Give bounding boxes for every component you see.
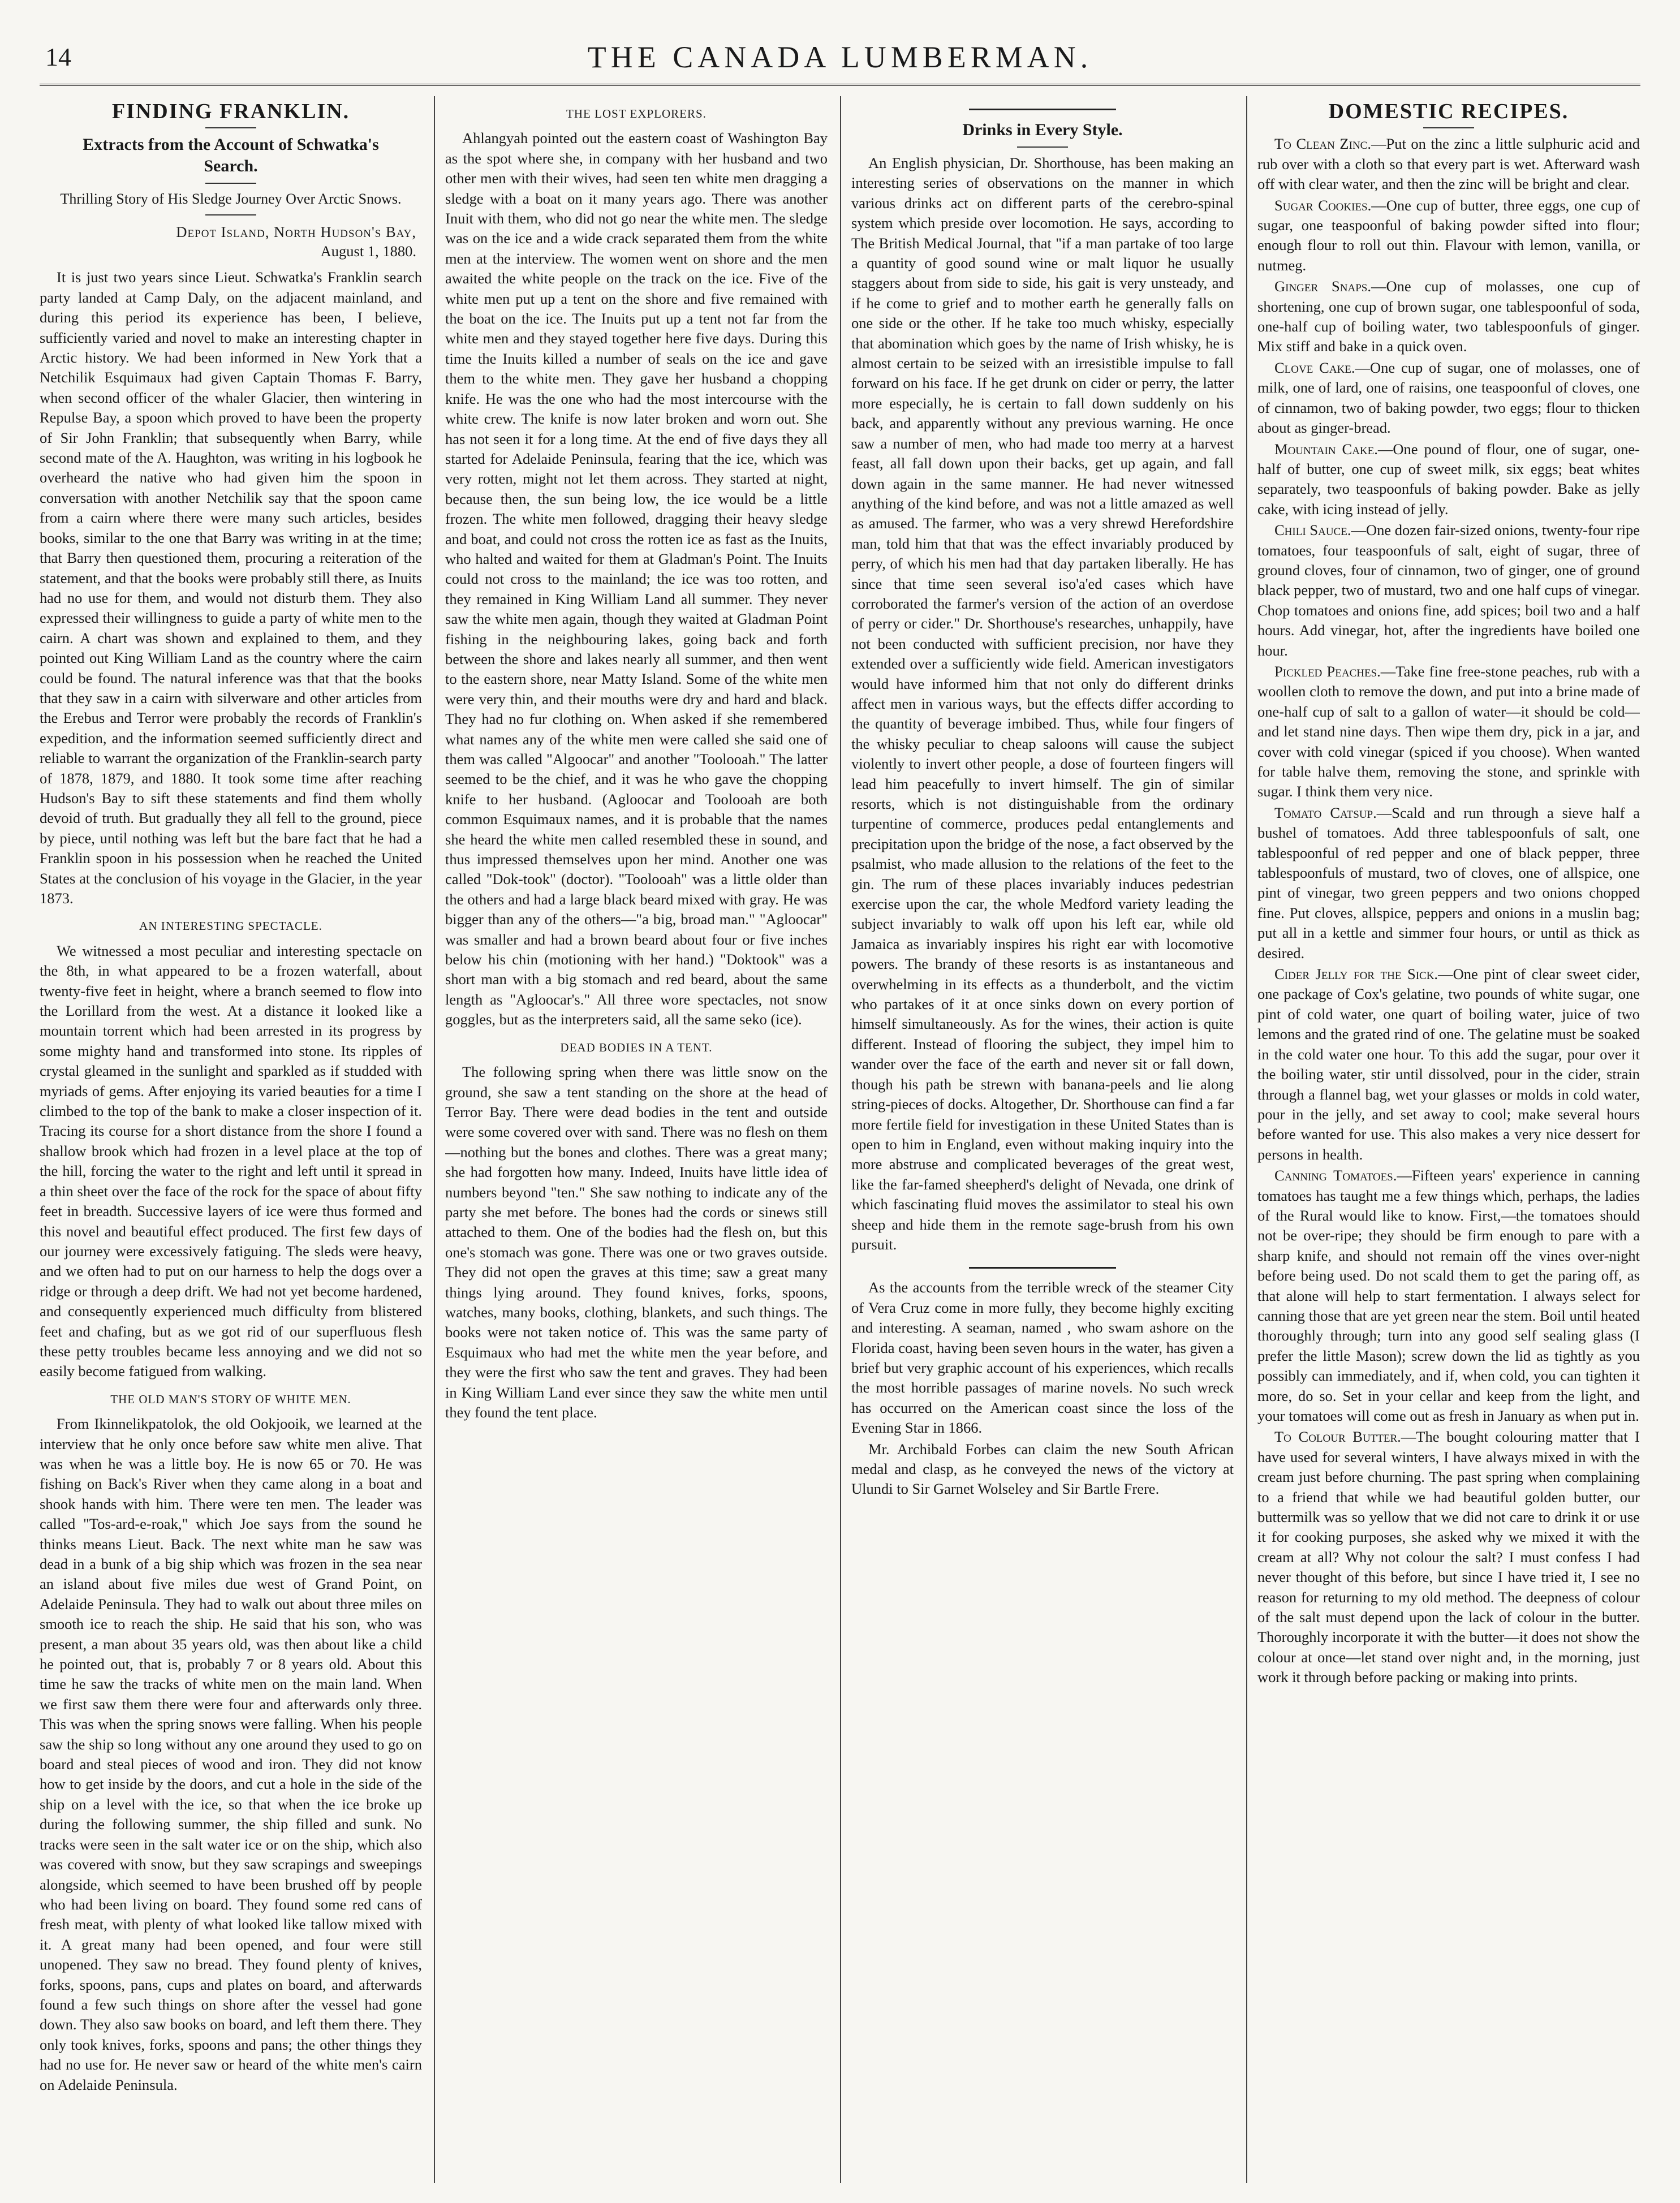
dateline-place: Depot Island, North Hudson's Bay, — [176, 223, 416, 241]
recipe-title: To Colour Butter. — [1274, 1428, 1401, 1446]
column-rule — [840, 96, 841, 2183]
recipe-item — [1257, 1166, 1640, 1426]
recipe-item — [1257, 134, 1640, 194]
recipe-item — [1257, 662, 1640, 802]
recipe-title: Mountain Cake. — [1274, 440, 1378, 458]
masthead-rule — [40, 84, 1640, 86]
masthead — [40, 40, 1640, 85]
article-paragraph: It is just two years since Lieut. Schwatka's Franklin search party landed at Camp Daly, on the adjacent mainland, and during this period its experience has been, I believe, sufficiently varied and novel to make an interesting chapter in Arctic history. We had been informed in New York that a Netchilik Esquimaux had given Captain Thomas F. Barry, when second officer of the whaler Glacier, then wintering in Repulse Bay, a spoon which proved to have been the property of Sir John Franklin; that subsequently when Barry, while second mate of the A. Haughton, was writing in his logbook he overheard the native who had given him the spoon in conversation with another Netchilik say that the spoon came from a cairn where there were many such articles, besides books, similar to the one that Barry was writing in at the time; that Barry then questioned them, procuring a reiteration of the statement, and that the books were probably still there, as Inuits had no use for them, and would not disturb them. They also expressed their willingness to guide a party of white men to the cairn. A chart was shown and explained to them, and they pointed out King William Land as the country where the cairn could be found. The natural inference was that that the books that they saw in a cairn with silverware and other articles from the Erebus and Terror were probably the records of Franklin's expedition, and the information seemed sufficiently direct and reliable to warrant the organization of the Franklin-search party of 1878, 1879, and 1880. It took some time after reaching Hudson's Bay to sift these statements and find them wholly devoid of truth. But gradually they all fell to the ground, piece by piece, until nothing was left but the bare fact that he had a Franklin spoon in his possession when he reached the United States at the conclusion of his voyage in the Glacier, in the year 1873. — [40, 269, 422, 907]
recipe-title: Canning Tomatoes. — [1274, 1167, 1397, 1184]
column-1 — [40, 96, 422, 2183]
column-3 — [851, 96, 1234, 2183]
newspaper-title: THE CANADA LUMBERMAN. — [587, 40, 1093, 74]
recipe-item — [1257, 520, 1640, 661]
recipe-text: —One pound of flour, one of sugar, one-half of butter, one cup of sweet milk, six eggs; beat whites separately, two teaspoonfuls of baking powder. Bake as jelly cake, with icing instead of jelly. — [1257, 440, 1640, 518]
article-paragraph: The following spring when there was little snow on the ground, she saw a tent standing on the shore at the head of Terror Bay. There were dead bodies in the tent and outside were some covered over with sand. There was no flesh on them—nothing but the bones and clothes. There was a great many; she had forgotten how many. Indeed, Inuits have little idea of numbers beyond "ten." She saw nothing to indicate any of the party she met before. The bones had the cords or sinews still attached to them. One of the bodies had the flesh on, but this one's stomach was gone. There was one or two graves outside. They did not open the graves at this time; saw a great many things lying around. They found knives, forks, spoons, watches, many books, clothing, blankets, and such things. The books were not taken notice of. This was the same party of Esquimaux who had met the white men the year before, and they were the first who saw the tent and graves. They had been in King William Land ever since they saw the white men until they found the tent place. — [445, 1063, 828, 1421]
section-heading: THE OLD MAN'S STORY OF WHITE MEN. — [110, 1392, 351, 1406]
article-paragraph: We witnessed a most peculiar and interesting spectacle on the 8th, in what appeared to be a frozen waterfall, about twenty-five feet in height, where a branch seemed to flow into the Lorillard from the west. At a distance it looked like a mountain torrent which had been arrested in its progress by some mighty hand and transformed into stone. Its ripples of crystal gleamed in the sunlight and sparkled as if studded with myriads of gems. After enjoying its varied beauties for a time I climbed to the top of the bank to make a closer inspection of it. Tracing its course for a short distance from the shore I found a shallow brook which had frozen in a level place at the top of the hill, forcing the water to the right and left until it spread in a thin sheet over the face of the rock for the space of about fifty feet in breadth. Successive layers of ice were thus formed and this novel and beautiful effect produced. The first few days of our journey were excessively fatiguing. The sleds were heavy, and we often had to put on our harness to help the dogs over a ridge or through a deep drift. We had not yet become hardened, and consequently experienced much difficulty from blistered feet and chafing, but as we got rid of our superfluous flesh these petty troubles became less annoying and we did not so easily become fatigued from walking. — [40, 942, 422, 1380]
divider — [1423, 127, 1474, 128]
section-heading: THE LOST EXPLORERS. — [566, 107, 707, 120]
recipe-item — [1257, 964, 1640, 1165]
dateline — [45, 222, 416, 261]
column-4 — [1257, 96, 1640, 2183]
article-deck: Extracts from the Account of Schwatka's Search. — [83, 135, 379, 176]
recipe-item — [1257, 277, 1640, 357]
recipe-text: —One dozen fair-sized onions, twenty-four ripe tomatoes, four teaspoonfuls of salt, eight of sugar, three of ground cloves, four of cinnamon, two of ginger, one of ground black pepper, two of mustard, two and one half cups of vinegar. Chop tomatoes and onions fine, add spices; boil two and a half hours. Add vinegar, hot, after the ingredients have boiled one hour. — [1257, 521, 1640, 659]
recipe-text: —Take fine free-stone peaches, rub with a woollen cloth to remove the down, and put into a brine made of one-half cup of salt to a gallon of water—it should be cold—and let stand nine days. Then wipe them dry, pick in a jar, and cover with cold vinegar (spiced if you choose). When wanted for table halve them, removing the stone, and sprinkle with sugar. I think them very nice. — [1257, 662, 1640, 800]
dateline-date: August 1, 1880. — [320, 243, 416, 260]
article-subdeck: Thrilling Story of His Sledge Journey Over Arctic Snows. — [60, 191, 402, 208]
column-2 — [445, 96, 828, 2183]
article-paragraph: From Ikinnelikpatolok, the old Ookjooik, we learned at the interview that he only once before saw white men alive. That was when he was a little boy. He is now 65 or 70. He was fishing on Back's River when they came along in a boat and shook hands with him. There were ten men. The leader was called "Tos-ard-e-roak," which Joe says from the sound he thinks means Lieut. Back. The next white man he saw was dead in a bunk of a big ship which was frozen in the sea near an island about five miles due west of Grand Point, on Adelaide Peninsula. They had to walk out about three miles on smooth ice to reach the ship. He said that his son, who was present, a man about 35 years old, was then about like a child he pointed out, that is, probably 7 or 8 years old. About this time he saw the tracks of white men on the main land. When we first saw them there were four and afterwards only three. This was when the spring snows were falling. When his people saw the ship so long without any one around they used to go on board and steal pieces of wood and iron. They did not know how to get inside by the doors, and cut a hole in the side of the ship on a level with the ice, so that when the ice broke up during the following summer, the ship filled and sunk. No tracks were seen in the salt water ice or on the ship, which also was covered with snow, but they saw scrapings and sweepings alongside, which seemed to have been brushed off by people who had been living on board. They found some red cans of fresh meat, with plenty of what looked like tallow mixed with it. A great many had been opened, and four were still unopened. They saw no bread. They found plenty of knives, forks, spoons, pans, cups and plates on board, and afterwards found a few such things on shore after the vessel had gone down. They also saw books on board, and left them there. They only took knives, forks, spoons and pans; the other things they had no use for. He never saw or heard of the white men's cairn on Adelaide Peninsula. — [40, 1415, 422, 2093]
article-paragraph: As the accounts from the terrible wreck of the steamer City of Vera Cruz come in more fully, they become highly exciting and interesting. A seaman, named , who swam ashore on the Florida coast, having been seven hours in the water, has given a brief but very graphic account of his experiences, which recalls the most horrible passages of marine novels. No such wreck has occurred on the American coast since the loss of the Evening Star in 1866. — [851, 1279, 1234, 1437]
recipe-title: Pickled Peaches. — [1274, 662, 1381, 680]
column-rule — [434, 96, 435, 2183]
recipe-title: Tomato Catsup. — [1274, 804, 1377, 821]
column-rule — [1246, 96, 1247, 2183]
recipe-title: To Clean Zinc. — [1274, 135, 1371, 153]
page-number: 14 — [45, 42, 71, 71]
ornament-rule — [969, 1267, 1116, 1269]
ornament-rule — [969, 109, 1116, 110]
article-headline: Drinks in Every Style. — [962, 120, 1123, 139]
article-paragraph: An English physician, Dr. Shorthouse, has been making an interesting series of observations on the manner in which various drinks act on different parts of the cerebro-spinal system which preside over locomotion. He says, according to The British Medical Journal, that "if a man partake of too large a quantity of good sound wine or malt liquor he usually staggers about from side to side, his gait is very unsteady, and if he come to grief and to mother earth he generally falls on one side or the other. If he take too much whisky, especially that abomination which goes by the name of Irish whisky, he is almost certain to be seized with an irresistible impulse to fall forward on his face. If he get drunk on cider or perry, the latter more especially, he is certain to fall down suddenly on his back, and apparently without any previous warning. He once saw a number of men, who had made too merry at a harvest feast, all fall down upon their backs, get up again, and fall down again in the same manner. He had never witnessed anything of the kind before, and was not a little amazed as well as amused. The farmer, who was a very shrewd Herefordshire man, told him that that was the effect invariably produced by perry, of which his men had that day partaken liberally. He has since that time seen several iso'a'ed cases which have corroborated the farmer's version of the action of an overdose of perry or cider." Dr. Shorthouse's researches, unhappily, have not been conducted with sufficient precision, nor have they extended over a sufficiently wide field. American investigators would have informed him that not only do different drinks affect men in various ways, but the effects differ according to the quantity of beverage imbibed. Thus, while four fingers of the whisky peculiar to cheap saloons will cause the subject violently to invert other people, a dose of fourteen fingers will lead him peacefully to invert himself. The gin of similar resorts, which is not distinguishable from the ordinary turpentine of commerce, produces pedal entanglements and precipitation upon the bridge of the nose, a fact observed by the psalmist, who made allusion to the relations of the feet to the gin. The rum of these places invariably induces pedestrian exercise upon the car, the whole Medford variety leading the subject invariably to walk off upon his left ear, while old Jamaica as invariably inspires his right ear with locomotive powers. The brandy of these resorts is as instantaneous and overwhelming in its effects as a thunderbolt, and the victim who partakes of it at once sinks down on every portion of himself simultaneously. As for the wines, their action is quite different. Instead of flooring the subject, they impel him to wander over the face of the earth and never sit or fall down, though his path be strewn with banana-peels and lie along string-pieces of docks. Altogether, Dr. Shorthouse can find a far more fertile field for investigation in these United States than is open to him in England, even without making inquiry into the more abstruse and complicated beverages of the great west, like the far-famed sheepherd's delight of Nevada, one drink of which fascinating fluid moves the assimilator to steal his own sheep and hide them in the remote sage-brush from his own pursuit. — [851, 154, 1234, 1253]
divider — [1017, 146, 1068, 148]
recipe-title: Clove Cake. — [1274, 359, 1355, 376]
recipe-item — [1257, 358, 1640, 438]
article-paragraph: Ahlangyah pointed out the eastern coast of Washington Bay as the spot where she, in company with her husband and two other men with their wives, had seen ten white men dragging a sledge with a boat on it many years ago. There was another Inuit with them, who did not go near the white men. The sledge was on the ice and a wide crack separated them from the white men at the interview. The women went on shore and the men awaited the white people on the track on the ice. Five of the white men put up a tent on the shore and five remained with the boat on the ice. The Inuits put up a tent not far from the white men and they stayed together here five days. During this time the Inuits killed a number of seals on the ice and gave them to the white men. They gave her husband a chopping knife. He was the one who had the most intercourse with the white crew. The knife is now later broken and worn out. She has not seen it for a long time. At the end of five days they all started for Adelaide Peninsula, fearing that the ice, which was very rotten, might not let them across. They started at night, because then, the sun being low, the ice would be a little frozen. The white men followed, dragging their heavy sledge and boat, and could not cross the rotten ice as fast as the Inuits, who halted and waited for them at Gladman's Point. The Inuits could not cross to the mainland; the ice was too rotten, and they remained in King William Land all summer. They never saw the white men again, though they waited at Gladman Point fishing in the neighbouring lakes, going back and forth between the shore and lakes nearly all summer, and then went to the eastern shore, near Matty Island. Some of the white men were very thin, and their mouths were dry and hard and black. They had no fur clothing on. When asked if she remembered what names any of the white men were called she said one of them was called "Algoocar" and another "Toolooah." The latter seemed to be the chief, and it was he who gave the chopping knife to her husband. (Agloocar and Toolooah are both common Esquimaux names, and it is probable that the names she heard the white men called resembled these in sound, and thus impressed themselves upon her mind. Another one was called "Dok-took" (doctor). "Toolooah" was a little older than the others and had a large black beard mixed with gray. He was bigger than any of the others—"a big, broad man." "Agloocar" was smaller and had a brown beard about four or five inches below his chin (motioning with her hand.) "Doktook" was a short man with a big stomach and red beard, about the same length as "Agloocar's." All three wore spectacles, not snow goggles, but as the interpreters said, all the same seko (ice). — [445, 130, 828, 1028]
divider — [205, 127, 256, 128]
recipe-text: —One pint of clear sweet cider, one package of Cox's gelatine, two pounds of white sugar, one pint of cold water, one quart of boiling water, juice of two lemons and the grated rind of one. The gelatine must be soaked in the cold water one hour. To this add the sugar, pour over it the boiling water, stir until dissolved, pour in the cider, strain through a flannel bag, wet your glasses or molds in cold water, pour in the jelly, and set away to cool; make several hours before wanted for use. This also makes a very nice dessert for persons in health. — [1257, 965, 1640, 1163]
recipe-text: —Fifteen years' experience in canning tomatoes has taught me a few things which, perhaps, the ladies of the Rural would like to know. First,—the tomatoes should not be over-ripe; they should be firm enough to pare with a sharp knife, and should not remain off the vines over-night before being used. Do not scald them to get the paring off, as that alone will help to start fermentation. I always select for canning those that are yet green near the stem. Boil until heated thoroughly through; turn into any good self sealing glass (I prefer the little Mason); screw down the lid as tightly as you possibly can immediately, and if, when cold, you can tighten it more, do so. Set in your cellar and keep from the light, and your tomatoes will come out as fresh in January as when put in. — [1257, 1167, 1640, 1424]
recipe-item — [1257, 439, 1640, 520]
recipe-title: Sugar Cookies. — [1274, 196, 1372, 214]
recipe-title: Chili Sauce. — [1274, 521, 1351, 539]
recipe-item — [1257, 1427, 1640, 1687]
recipe-item — [1257, 803, 1640, 963]
section-heading: AN INTERESTING SPECTACLE. — [139, 919, 322, 933]
recipe-title: Ginger Snaps. — [1274, 278, 1371, 295]
recipe-text: —One cup of butter, three eggs, one cup of sugar, one teaspoonful of baking powder sifted into flour; enough flour to roll out thin. Flavour with lemon, vanilla, or nutmeg. — [1257, 196, 1640, 274]
article-paragraph: Mr. Archibald Forbes can claim the new South African medal and clasp, as he conveyed the news of the victory at Ulundi to Sir Garnet Wolseley and Sir Bartle Frere. — [851, 1440, 1234, 1498]
recipe-text: —One cup of molasses, one cup of shortening, one cup of brown sugar, one tablespoonful of soda, one-half cup of boiling water, two tablespoonfuls of ginger. Mix stiff and bake in a quick oven. — [1257, 278, 1640, 355]
recipe-text: —Put on the zinc a little sulphuric acid and rub over with a cloth so that every part is wet. Afterward wash off with clear water, and then the zinc will be bright and clear. — [1257, 135, 1640, 193]
article-headline: DOMESTIC RECIPES. — [1328, 100, 1569, 123]
recipe-text: —The bought colouring matter that I have used for several winters, I have always mixed in with the cream just before churning. The past spring when complaining to a friend that while we had beautiful golden butter, our buttermilk was so yellow that we did not care to drink it or use it for cooking purposes, she asked why we mixed it with the cream at all? Why not colour the salt? I must confess I had never thought of this before, but since I have tried it, I see no reason for returning to my old method. The deepness of colour of the salt must depend upon the lack of colour in the butter. Thoroughly incorporate it with the butter—it does not show the colour at once—let stand over night and, in the morning, just work it through before packing or making into prints. — [1257, 1428, 1640, 1686]
recipe-text: —One cup of sugar, one of molasses, one of milk, one of lard, one of raisins, one teaspoonful of cloves, one of cinnamon, two of baking powder, two eggs; flour to thicken about as ginger-bread. — [1257, 359, 1640, 437]
section-heading: DEAD BODIES IN A TENT. — [560, 1040, 713, 1054]
columns — [40, 96, 1640, 2183]
divider — [205, 214, 256, 215]
recipe-item — [1257, 196, 1640, 276]
recipe-text: —Scald and run through a sieve half a bushel of tomatoes. Add three tablespoonfuls of salt, one tablespoonful of red pepper and one of black pepper, three tablespoonfuls of mustard, two of cloves, one of allspice, one pint of vinegar, two green peppers and two onions chopped fine. Put cloves, allspice, peppers and onions in a muslin bag; put all in a kettle and simmer four hours, or until as thick as desired. — [1257, 804, 1640, 962]
article-headline: FINDING FRANKLIN. — [111, 100, 350, 123]
recipe-title: Cider Jelly for the Sick. — [1274, 965, 1438, 983]
divider — [205, 183, 256, 184]
